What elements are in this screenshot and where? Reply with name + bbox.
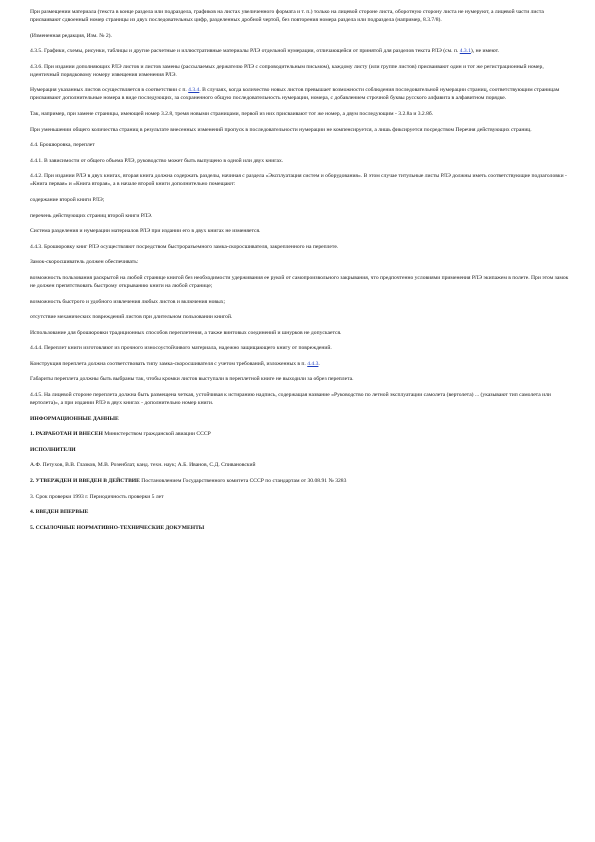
paragraph-text: А.Ф. Петухов, В.В. Глазков, М.В. Розенблат, канд. техн. наук; А.Б. Иванов, С.Д. Спивановский [30,462,256,469]
paragraph-text: 5. ССЫЛОЧНЫЕ НОРМАТИВНО-ТЕХНИЧЕСКИЕ ДОКУМЕНТЫ [30,524,205,531]
paragraph-text: Министерством гражданской авиации СССР [102,431,211,438]
paragraph-p21 [30,360,570,368]
section-reference-link[interactable]: 4.3.1 [459,48,471,55]
paragraph-text: Использование для брошюровки традиционных способов переплетения, а также винтовых соединений и шнурков не допускается. [30,329,342,336]
paragraph-p10 [30,172,570,188]
paragraph-p16 [30,274,570,290]
paragraph-text: 3. Срок проверки 1993 г. Периодичность проверки 5 лет [30,493,164,500]
paragraph-p28 [30,477,570,485]
paragraph-p26 [30,446,570,454]
paragraph-p2 [30,32,570,40]
section-reference-link[interactable]: 4.3.4 [188,87,200,94]
paragraph-p22 [30,375,570,383]
paragraph-p8 [30,141,570,149]
paragraph-text: Конструкция переплета должна соответствовать типу замка-скоросшивателя с учетом требований, изложенных в п. [30,360,308,367]
paragraph-text: ), не имеют. [470,48,499,55]
paragraph-p13 [30,227,570,235]
paragraph-p18 [30,313,570,321]
paragraph-p9 [30,157,570,165]
paragraph-p11 [30,196,570,204]
paragraph-text: Замок-скоросшиватель должен обеспечивать: [30,259,139,266]
paragraph-p20 [30,344,570,352]
paragraph-text: . В случаях, когда количество новых листов превышает возможности соблюдения последовательной нумерации страниц, соответствующим страницам присваивают дополнительные номера в виде последующих, за сохраненного общую последовательность нумерации, номера, с добавлением строчной буквы русского алфавита в алфавитном порядке. [30,87,560,102]
paragraph-p29 [30,493,570,501]
paragraph-text: возможность пользования раскрытой на любой странице книгой без необходимости удерживания ее рукой от самопроизвольного закрывания, что предпочтенно условиями применения РЛЭ экипажем в полете. При этом замок не должен препятствовать быстрому открыванию книги на любой странице; [30,274,569,289]
paragraph-text: содержание второй книги РЛЭ; [30,196,105,203]
paragraph-text: 4. ВВЕДЕН ВПЕРВЫЕ [30,509,89,516]
paragraph-text: (Измененная редакция, Изм. № 2). [30,32,112,39]
paragraph-p1 [30,8,570,24]
paragraph-text: 4.3.6. При издании дополняющих РЛЭ листов и листов замены (рассылаемых держателю РЛЭ с сопроводительным письмом), каждому листу (или группе листов) присваивают один и тот же регистрационный номер, идентичный порядковому номеру извещения изменения РЛЭ. [30,63,544,78]
paragraph-text: 4.4.1. В зависимости от общего объема РЛЭ, руководство может быть выпущено в одной или двух книгах. [30,157,284,164]
paragraph-text: отсутствие механических повреждений листов при длительном пользовании книгой. [30,314,233,321]
paragraph-p15 [30,258,570,266]
paragraph-text: Габариты переплета должны быть выбраны так, чтобы кромки листов выступали в переплетной книге не выходили за обрез переплета. [30,376,354,383]
paragraph-p6 [30,110,570,118]
paragraph-p31 [30,524,570,532]
paragraph-p4 [30,63,570,79]
paragraph-text: возможность быстрого и удобного извлечения любых листов и включения новых; [30,298,226,305]
paragraph-p30 [30,508,570,516]
paragraph-text: ИСПОЛНИТЕЛИ [30,446,76,453]
document-page [30,8,570,539]
paragraph-text: При уменьшении общего количества страниц в результате внесенных изменений пропуск в последовательности нумерации не компенсируется, а лишь фиксируется посредством Перечня действующих страниц. [30,126,532,133]
paragraph-text: ИНФОРМАЦИОННЫЕ ДАННЫЕ [30,415,119,422]
paragraph-text: перечень действующих страниц второй книги РЛЭ. [30,212,153,219]
paragraph-p17 [30,298,570,306]
paragraph-heading-text: 2. УТВЕРЖДЕН И ВВЕДЕН В ДЕЙСТВИЕ [30,478,140,485]
paragraph-text: 4.3.5. Графики, схемы, рисунки, таблицы и другие расчетные и иллюстративные материалы РЛЭ отдельной нумерации, отличающейся от принятой для разделов текста РЛЭ (см. п. [30,48,460,55]
paragraph-text: Система разделения и нумерации материалов РЛЭ при издании его в двух книгах не изменяется. [30,228,261,235]
paragraph-text: 4.4.5. На лицевой стороне переплета должна быть размещена четкая, устойчивая к истиранию надпись, содержащая название «Руководство по летной эксплуатации самолета (вертолета) ... (указывают тип самолета или вертолета)», а при издании РЛЭ в двух книгах - дополнительно номер книги. [30,392,551,407]
paragraph-text: 4.4. Брошюровка, переплет [30,142,95,149]
paragraph-p3 [30,47,570,55]
paragraph-p25 [30,430,570,438]
section-reference-link[interactable]: 4.4.3 [307,360,319,367]
paragraph-text: При размещении материала (текста в конце раздела или подраздела, графиков на листах увеличенного формата и т. п.) только на лицевой стороне листа, оборотную сторону листа не нумеруют, а лицевой части листа присваивают сдвоенный номер страницы из двух последовательных цифр, разделенных дробной чертой, без повторения номера раздела или подраздела (например, 8.3.7/8). [30,9,544,23]
paragraph-p24 [30,415,570,423]
paragraph-p12 [30,212,570,220]
paragraph-p14 [30,243,570,251]
paragraph-text: Нумерация указанных листов осуществляется в соответствии с п. [30,87,189,94]
paragraph-text: 4.4.3. Брошюровку книг РЛЭ осуществляют посредством быстроразъемного замка-скоросшивателя, закрепленного на переплете. [30,243,339,250]
paragraph-p7 [30,126,570,134]
paragraph-text: 4.4.2. При издании РЛЭ в двух книгах, вторая книга должна содержать разделы, начиная с раздела «Эксплуатация систем и оборудования». В этом случае титульные листы РЛЭ должны иметь соответствующие подзаголовки - «Книга первая» и «Книга вторая», а в начале второй книги дополнительно помещают: [30,173,567,188]
paragraph-p23 [30,391,570,407]
paragraph-text: . [318,360,320,367]
paragraph-text: Постановлением Государственного комитета СССР по стандартам от 30.08.91 № 3283 [139,478,347,485]
paragraph-p5 [30,86,570,102]
paragraph-text: 4.4.4. Переплет книги изготовляют из прочного износоустойчивого материала, надежно защищающего книгу от повреждений. [30,345,332,352]
paragraph-heading-text: 1. РАЗРАБОТАН И ВНЕСЕН [30,431,103,438]
paragraph-p19 [30,329,570,337]
paragraph-text: Так, например, при замене страницы, имеющей номер 3.2.8, тремя новыми страницами, первой из них присваивают тот же номер, а двум последующим - 3.2.8а и 3.2.8б. [30,110,434,117]
paragraph-p27 [30,461,570,469]
